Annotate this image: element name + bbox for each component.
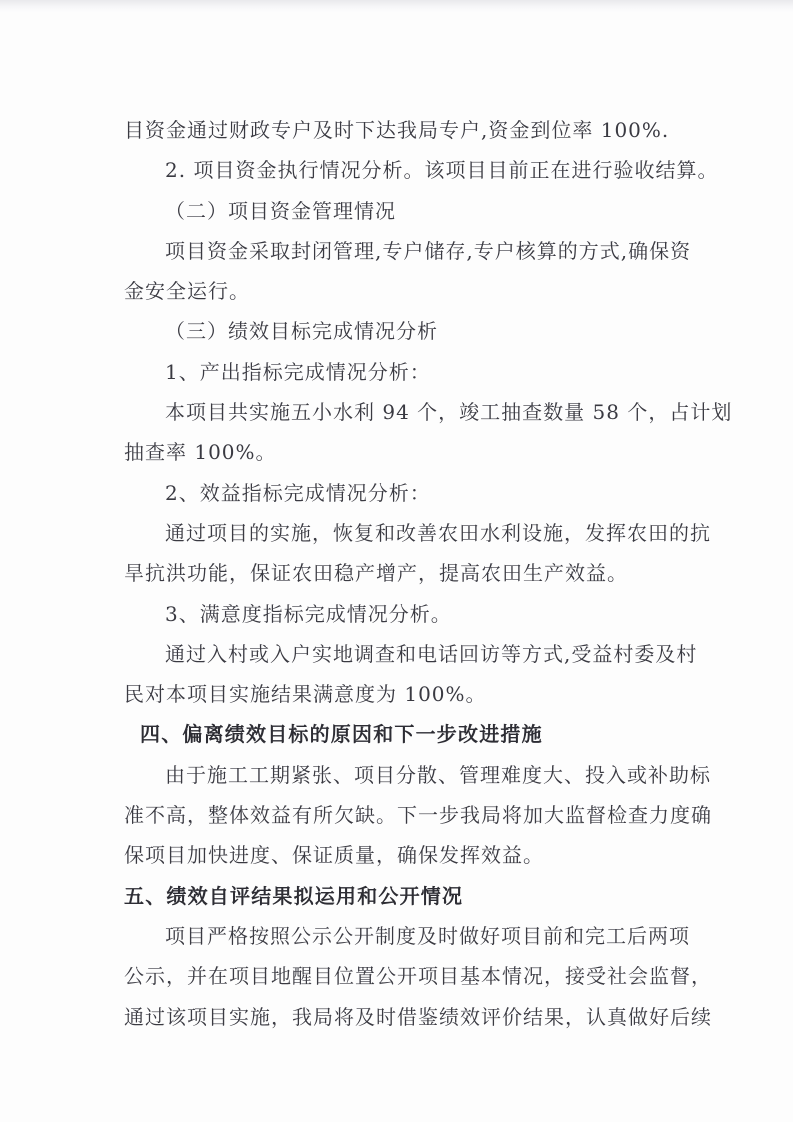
document-line: 项目资金采取封闭管理,专户储存,专户核算的方式,确保资 xyxy=(165,238,692,263)
document-line: 本项目共实施五小水利 94 个，竣工抽查数量 58 个，占计划 xyxy=(165,400,733,425)
document-line: 抽查率 100%。 xyxy=(124,440,277,465)
document-line: 四、偏离绩效目标的原因和下一步改进措施 xyxy=(140,722,543,747)
document-text-block xyxy=(124,110,733,1037)
document-line: 通过项目的实施，恢复和改善农田水利设施，发挥农田的抗 xyxy=(165,520,711,545)
document-line: （三）绩效目标完成情况分析 xyxy=(165,319,438,344)
document-line: 五、绩效自评结果拟运用和公开情况 xyxy=(124,883,464,908)
document-line: 目资金通过财政专户及时下达我局专户,资金到位率 100%. xyxy=(124,118,670,142)
document-line: 1、产出指标完成情况分析： xyxy=(165,359,431,384)
document-line: 保项目加快进度、保证质量，确保发挥效益。 xyxy=(124,843,544,868)
document-line: 通过入村或入户实地调查和电话回访等方式,受益村委及村 xyxy=(165,641,698,666)
document-line: 民对本项目实施结果满意度为 100%。 xyxy=(124,682,487,707)
document-line: 通过该项目实施，我局将及时借鉴绩效评价结果，认真做好后续 xyxy=(124,1004,712,1029)
document-line: 准不高，整体效益有所欠缺。下一步我局将加大监督检查力度确 xyxy=(124,803,712,828)
document-line: 3、满意度指标完成情况分析。 xyxy=(165,601,452,626)
document-line: 项目严格按照公示公开制度及时做好项目前和完工后两项 xyxy=(165,923,690,948)
document-line: 旱抗洪功能，保证农田稳产增产，提高农田生产效益。 xyxy=(124,561,628,586)
document-line: （二）项目资金管理情况 xyxy=(165,198,396,223)
document-line: 2、效益指标完成情况分析： xyxy=(165,480,431,505)
document-line: 由于施工工期紧张、项目分散、管理难度大、投入或补助标 xyxy=(165,762,711,787)
document-line: 金安全运行。 xyxy=(124,279,250,304)
document-line: 公示，并在项目地醒目位置公开项目基本情况，接受社会监督， xyxy=(124,964,712,989)
document-line: 2. 项目资金执行情况分析。该项目目前正在进行验收结算。 xyxy=(165,158,719,183)
